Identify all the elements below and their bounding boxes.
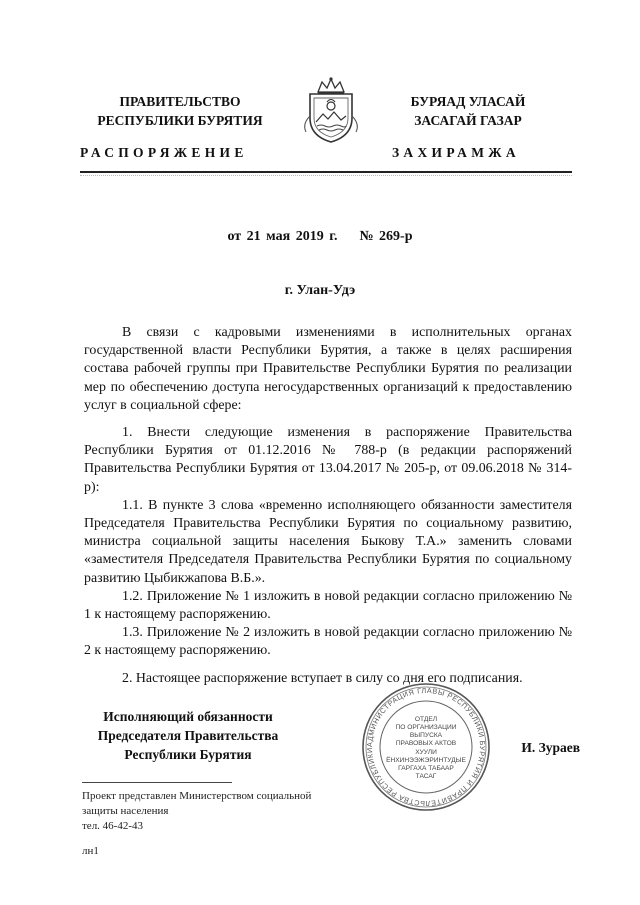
signatory-name: И. Зураев [521, 740, 580, 755]
footer-prepared-by [82, 789, 352, 834]
body-item-1-3: 1.3. Приложение № 2 изложить в новой редакции согласно приложению № 2 к настоящему распоряжению. [84, 625, 572, 659]
footer-divider [82, 782, 232, 783]
doc-type-russian: РАСПОРЯЖЕНИЕ [80, 145, 248, 160]
order-city: г. Улан-Удэ [284, 283, 356, 298]
footer-code: лн1 [82, 845, 99, 857]
order-date: от 21 мая 2019 г. [227, 229, 338, 244]
footer-phone: тел. 46-42-43 [82, 820, 144, 832]
order-number: № 269-р [359, 229, 413, 244]
seal-line-5: ХУУЛИ [415, 749, 437, 756]
seal-line-6: ЁНХИНЭЭЖЭРИНТУДЫЕ [386, 757, 466, 764]
seal-line-1: ОТДЕЛ [414, 716, 438, 723]
signatory-position-line-3: Республики Бурятия [124, 747, 252, 762]
signatory-position-line-1: Исполняющий обязанности [103, 709, 273, 724]
body-preamble: В связи с кадровыми изменениями в исполнительных органах государственной власти Республики Бурятия, а также в целях расширения состава рабочей группы при Правительстве Республики Бурятия по реализации мер по обеспечению доступа негосударственных организаций к предоставлению услуг в социальной сфере: [84, 325, 572, 413]
header-right-org-line-2: ЗАСАГАЙ ГАЗАР [414, 113, 522, 128]
header-divider-dotted [80, 175, 572, 176]
body-item-1-2: 1.2. Приложение № 1 изложить в новой редакции согласно приложению № 1 к настоящему распоряжению. [84, 588, 572, 623]
seal-line-7: ГАРГАХА ТАБААР [398, 765, 454, 772]
header-right-org-line-1: БУРЯАД УЛАСАЙ [410, 94, 526, 109]
order-date-number [0, 229, 640, 245]
official-seal-stamp [360, 681, 492, 813]
footer-prepared-line-1: Проект представлен Министерством социальной [82, 790, 312, 802]
body-item-2: 2. Настоящее распоряжение вступает в силу со дня его подписания. [122, 670, 523, 686]
seal-line-3: ВЫПУСКА [409, 732, 443, 739]
body-item-1: 1. Внести следующие изменения в распоряжение Правительства Республики Бурятия от 01.12.2016 № 788-р (в редакции распоряжений Правительства Республики Бурятия от 13.04.2017 № 205-р, от 09.06.2018 № 314-р): [84, 425, 572, 495]
header-right-org [368, 92, 568, 130]
signatory-position [80, 707, 296, 764]
header-divider [80, 171, 572, 173]
header-left-org-line-1: ПРАВИТЕЛЬСТВО [119, 94, 241, 109]
seal-line-4: ПРАВОВЫХ АКТОВ [395, 740, 457, 747]
seal-ring-text: АДМИНИСТРАЦИЯ ГЛАВЫ РЕСПУБЛИКИ БУРЯТИЯ И ПРАВИТЕЛЬСТВА РЕСПУБЛИКИ [364, 685, 488, 809]
header-left-org [80, 92, 280, 130]
footer-prepared-line-2: защиты населения [82, 805, 169, 817]
coat-of-arms-of-buryatia-icon [296, 76, 366, 144]
header-left-org-line-2: РЕСПУБЛИКИ БУРЯТИЯ [97, 113, 263, 128]
doc-type-buryat: ЗАХИРАМЖА [392, 145, 520, 160]
seal-line-8: ТАСАГ [415, 773, 437, 780]
signatory-position-line-2: Председателя Правительства [97, 728, 279, 743]
body-item-1-1: 1.1. В пункте 3 слова «временно исполняющего обязанности заместителя Председателя Правительства Республики Бурятия по социальному развитию, министра социальной защиты населения Быкову Т.А.» заменить словами «заместителя Председателя Правительства Республики Бурятия по социальному развитию Цыбикжапова В.Б.». [84, 497, 572, 586]
seal-line-2: ПО ОРГАНИЗАЦИИ [395, 724, 457, 731]
order-body [84, 324, 572, 688]
